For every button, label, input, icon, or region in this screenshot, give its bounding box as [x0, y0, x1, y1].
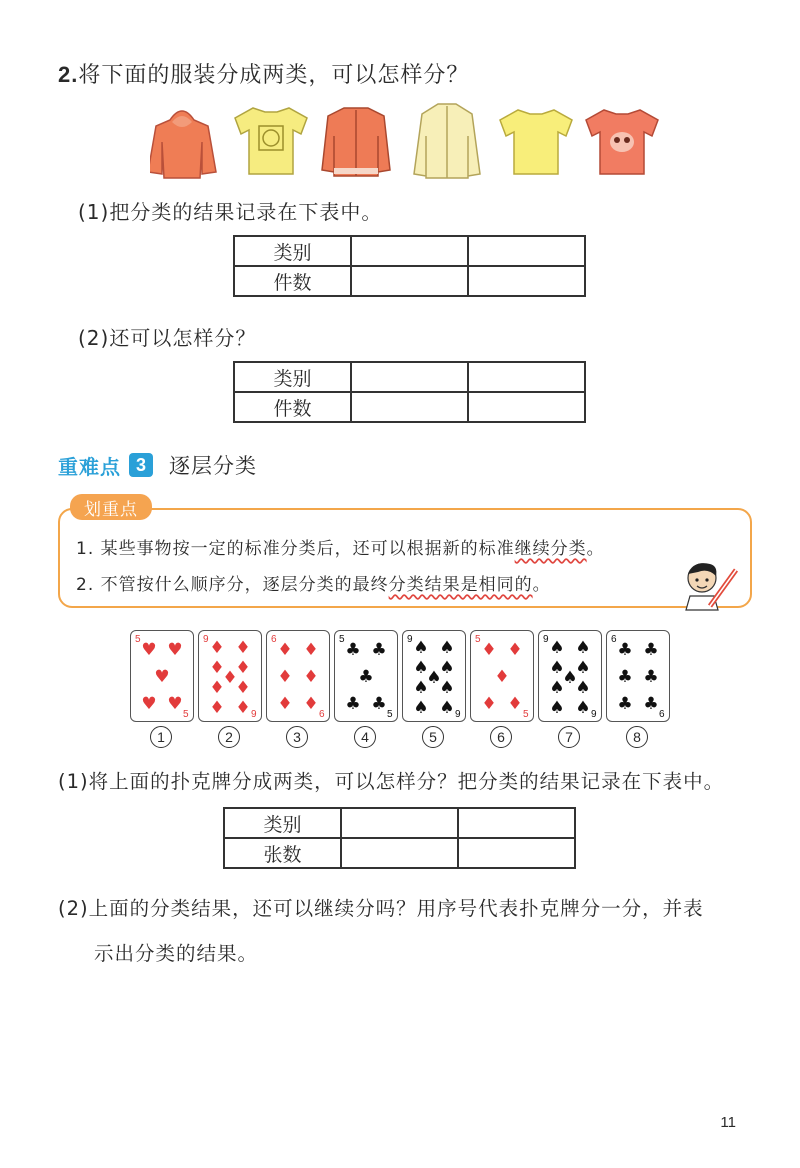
card-index-label: 7 — [558, 726, 580, 748]
tshirt-yellow-image — [500, 110, 572, 174]
diamond-suit-icon — [267, 631, 329, 721]
card-rank-bottom: 6 — [659, 709, 665, 720]
card-rank: 9 — [203, 634, 209, 645]
spade-suit-icon — [539, 631, 601, 721]
key-point-2 — [76, 570, 551, 595]
card-pip: ♠ — [549, 638, 565, 658]
tshirt-logo-image — [235, 108, 307, 174]
card-rank-bottom: 9 — [591, 709, 597, 720]
card-pip: ♣ — [617, 667, 633, 687]
playing-card-6 — [470, 630, 534, 722]
club-suit-icon — [335, 631, 397, 721]
question-text: 将下面的服装分成两类，可以怎样分？ — [78, 63, 470, 88]
card-pip: ♣ — [617, 694, 633, 714]
card-pip: ♥ — [167, 640, 183, 660]
heart-suit-icon — [131, 631, 193, 721]
club-suit-icon — [607, 631, 669, 721]
playing-card-2 — [198, 630, 262, 722]
card-index-label: 8 — [626, 726, 648, 748]
clothes-illustration — [150, 100, 680, 180]
card-pip: ♦ — [209, 658, 225, 678]
card-index-label: 4 — [354, 726, 376, 748]
card-rank: 6 — [611, 634, 617, 645]
table-cell[interactable] — [351, 362, 468, 392]
card-pip: ♠ — [413, 678, 429, 698]
cards-question-part1: (1)将上面的扑克牌分成两类，可以怎样分？把分类的结果记录在下表中。 — [58, 770, 725, 793]
card-pip: ♣ — [617, 640, 633, 660]
card-rank-bottom: 5 — [523, 709, 529, 720]
card-pip: ♦ — [507, 694, 523, 714]
card-pip: ♠ — [439, 678, 455, 698]
card-pip: ♠ — [439, 658, 455, 678]
card-rank: 9 — [407, 634, 413, 645]
card-pip: ♠ — [426, 668, 442, 688]
card-index-label: 3 — [286, 726, 308, 748]
card-pip: ♦ — [222, 668, 238, 688]
card-rank-bottom: 9 — [251, 709, 257, 720]
card-pip: ♠ — [413, 658, 429, 678]
table-cell[interactable] — [351, 392, 468, 422]
boy-with-pencil-icon — [680, 556, 740, 612]
playing-card-3 — [266, 630, 330, 722]
card-rank-bottom: 9 — [455, 709, 461, 720]
card-pip: ♠ — [575, 658, 591, 678]
table-cell[interactable] — [351, 266, 468, 296]
card-pip: ♠ — [575, 678, 591, 698]
key-point-2-highlight: 分类结果是相同的 — [388, 575, 533, 595]
table-label-count: 件数 — [234, 392, 351, 422]
playing-cards — [130, 630, 675, 745]
question-2-title — [58, 58, 469, 89]
key-points-tag: 划重点 — [70, 494, 152, 520]
key-point-1-highlight: 继续分类 — [514, 539, 587, 559]
card-pip: ♠ — [575, 638, 591, 658]
page-number: 11 — [720, 1114, 736, 1131]
question-2-part2: (2)还可以怎样分？ — [78, 326, 257, 350]
card-pip: ♣ — [345, 640, 361, 660]
card-index-label: 6 — [490, 726, 512, 748]
section-title: 逐层分类 — [169, 454, 257, 478]
card-pip: ♠ — [413, 698, 429, 718]
cards-question-part2-line2: 示出分类的结果。 — [94, 942, 259, 965]
card-pip: ♠ — [562, 668, 578, 688]
card-pip: ♣ — [643, 694, 659, 714]
section-label: 重难点 — [58, 454, 121, 479]
playing-card-8 — [606, 630, 670, 722]
table-label-category: 类别 — [234, 236, 351, 266]
cards-table — [223, 807, 576, 869]
table-label-count: 张数 — [224, 838, 341, 868]
card-pip: ♣ — [643, 667, 659, 687]
card-pip: ♦ — [277, 667, 293, 687]
playing-card-7 — [538, 630, 602, 722]
card-pip: ♣ — [643, 640, 659, 660]
table-label-count: 件数 — [234, 266, 351, 296]
cards-question-part2-line1: (2)上面的分类结果，还可以继续分吗？用序号代表扑克牌分一分，并表 — [58, 897, 704, 920]
card-pip: ♦ — [481, 694, 497, 714]
section-heading — [58, 448, 257, 482]
key-point-1-text: 1. 某些事物按一定的标准分类后，还可以根据新的标准 — [76, 539, 515, 559]
card-pip: ♠ — [575, 698, 591, 718]
card-rank-bottom: 5 — [387, 709, 393, 720]
card-index-label: 5 — [422, 726, 444, 748]
card-rank: 5 — [339, 634, 345, 645]
card-rank: 5 — [475, 634, 481, 645]
key-point-1-end: 。 — [586, 539, 605, 559]
card-pip: ♦ — [507, 640, 523, 660]
jacket-image — [322, 108, 390, 176]
table-cell[interactable] — [468, 392, 585, 422]
card-pip: ♣ — [371, 640, 387, 660]
playing-card-5 — [402, 630, 466, 722]
key-point-2-end: 。 — [532, 575, 551, 595]
card-pip: ♥ — [154, 667, 170, 687]
coat-image — [414, 104, 480, 178]
question-2-part1: (1)把分类的结果记录在下表中。 — [78, 200, 383, 224]
card-pip: ♣ — [345, 694, 361, 714]
card-pip: ♠ — [413, 638, 429, 658]
card-pip: ♣ — [371, 694, 387, 714]
card-pip: ♦ — [209, 698, 225, 718]
card-pip: ♥ — [141, 694, 157, 714]
table-cell[interactable] — [341, 838, 458, 868]
table-label-category: 类别 — [224, 808, 341, 838]
card-pip: ♦ — [277, 640, 293, 660]
playing-card-1 — [130, 630, 194, 722]
playing-card-4 — [334, 630, 398, 722]
key-point-2-text: 2. 不管按什么顺序分，逐层分类的最终 — [76, 575, 389, 595]
card-pip: ♥ — [167, 694, 183, 714]
tshirt-red-image — [586, 110, 658, 174]
card-pip: ♦ — [235, 698, 251, 718]
card-pip: ♠ — [549, 658, 565, 678]
question-number: 2. — [58, 62, 79, 87]
card-pip: ♦ — [303, 694, 319, 714]
card-pip: ♦ — [235, 638, 251, 658]
table-cell[interactable] — [468, 362, 585, 392]
card-rank: 5 — [135, 634, 141, 645]
key-point-1 — [76, 534, 605, 559]
card-rank-bottom: 5 — [183, 709, 189, 720]
card-pip: ♠ — [549, 698, 565, 718]
table-label-category: 类别 — [234, 362, 351, 392]
table-cell[interactable] — [468, 236, 585, 266]
card-pip: ♦ — [303, 667, 319, 687]
card-pip: ♠ — [439, 698, 455, 718]
table-cell[interactable] — [458, 838, 575, 868]
table-cell[interactable] — [341, 808, 458, 838]
hoodie-image — [150, 111, 216, 178]
section-badge: 3 — [129, 453, 153, 477]
card-rank-bottom: 6 — [319, 709, 325, 720]
card-pip: ♦ — [209, 638, 225, 658]
card-pip: ♦ — [481, 640, 497, 660]
clothes-table-1 — [233, 235, 586, 297]
spade-suit-icon — [403, 631, 465, 721]
table-cell[interactable] — [468, 266, 585, 296]
card-pip: ♦ — [235, 678, 251, 698]
card-pip: ♦ — [303, 640, 319, 660]
card-pip: ♣ — [358, 667, 374, 687]
card-pip: ♠ — [439, 638, 455, 658]
card-rank: 6 — [271, 634, 277, 645]
card-pip: ♦ — [494, 667, 510, 687]
card-pip: ♠ — [549, 678, 565, 698]
table-cell[interactable] — [458, 808, 575, 838]
diamond-suit-icon — [199, 631, 261, 721]
diamond-suit-icon — [471, 631, 533, 721]
card-index-label: 1 — [150, 726, 172, 748]
clothes-table-2 — [233, 361, 586, 423]
card-pip: ♦ — [209, 678, 225, 698]
card-index-label: 2 — [218, 726, 240, 748]
card-pip: ♦ — [277, 694, 293, 714]
table-cell[interactable] — [351, 236, 468, 266]
card-rank: 9 — [543, 634, 549, 645]
card-pip: ♥ — [141, 640, 157, 660]
card-pip: ♦ — [235, 658, 251, 678]
